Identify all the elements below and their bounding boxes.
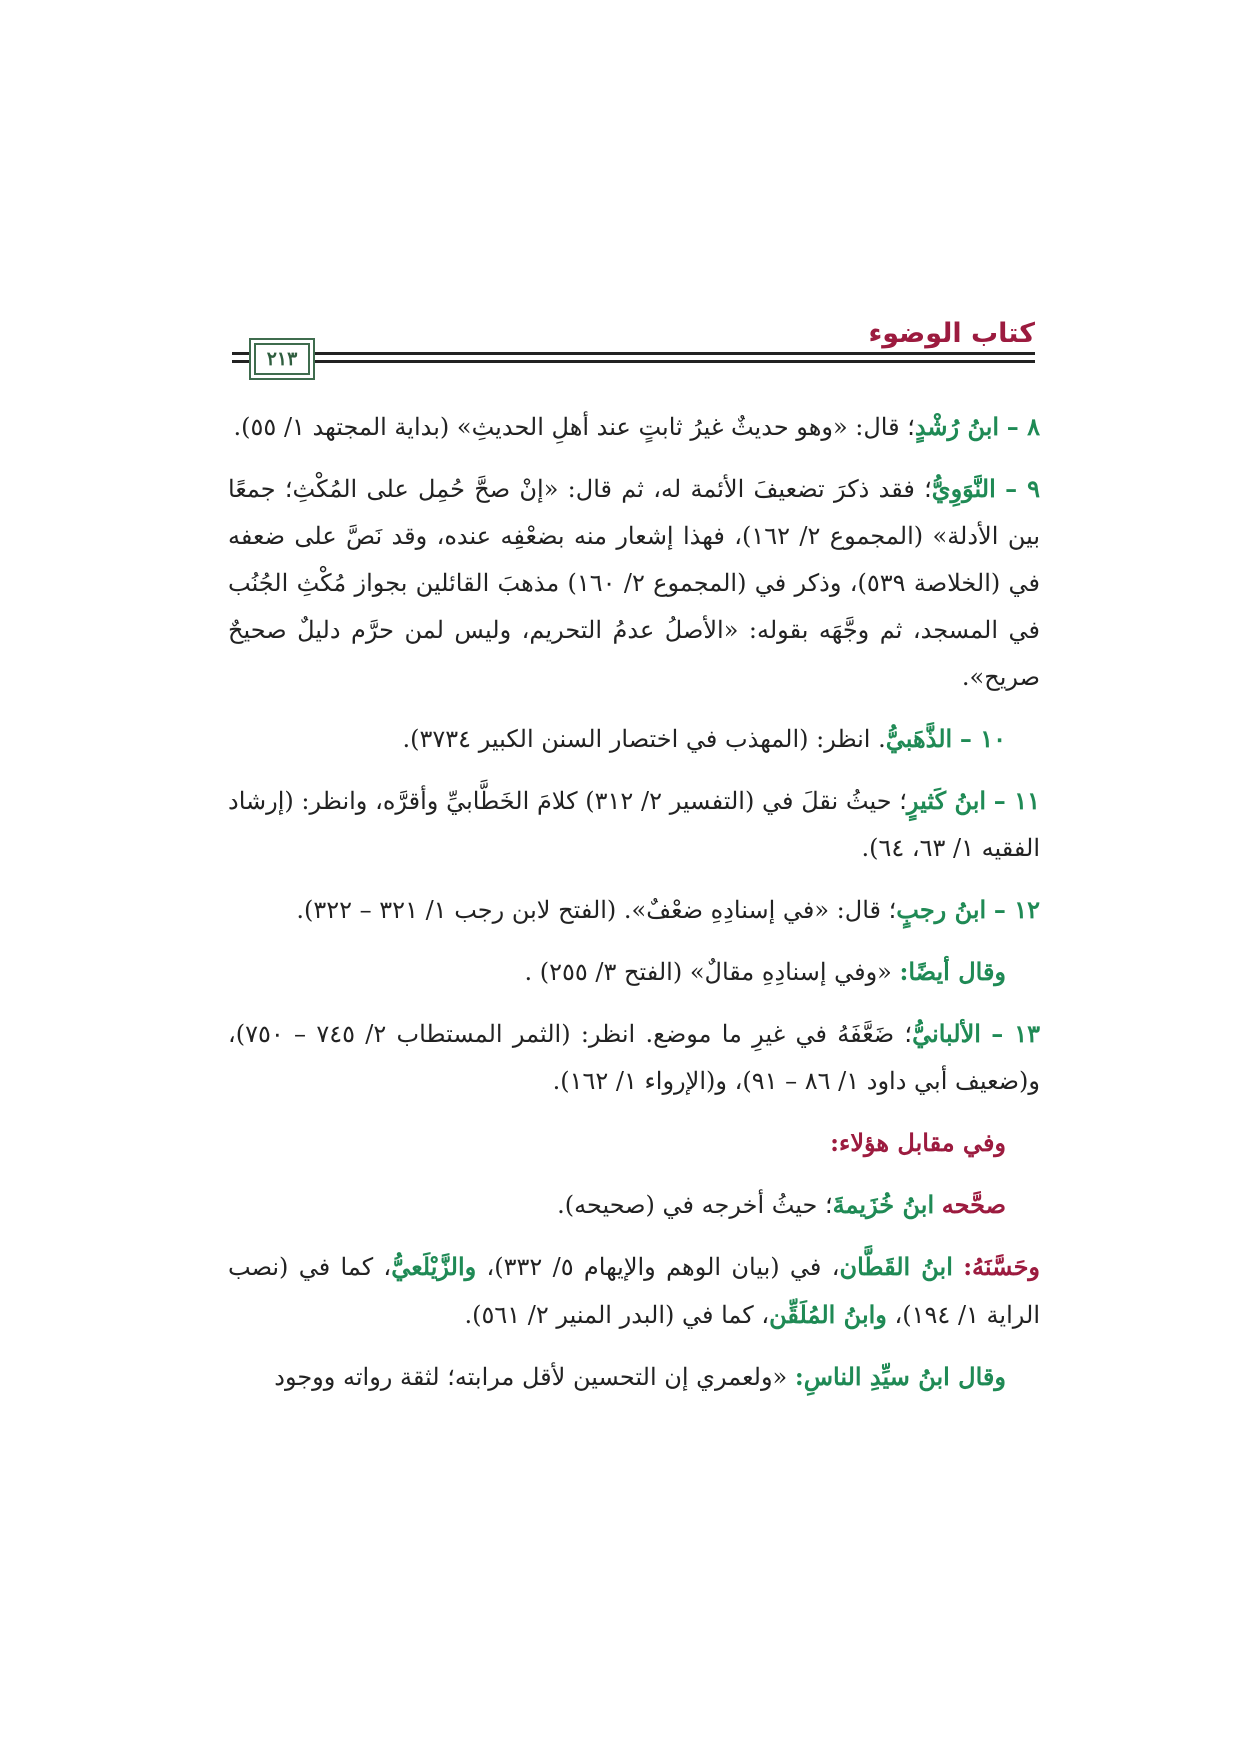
- header-rule: [232, 352, 1035, 355]
- paragraph-item-10: [228, 715, 1040, 763]
- item-text: ؛ ضَعَّفَهُ في غيرِ ما موضع. انظر: (الثمر المستطاب ٢/ ٧٤٥ – ٧٥٠)، و(ضعيف أبي داود ١/ ٨٦ – ٩١)، و(الإرواء ١/ ١٦٢).: [228, 1020, 1040, 1095]
- paragraph-sahhahu: [228, 1181, 1040, 1229]
- scholar-name: ابنُ خُزَيمةَ: [832, 1190, 935, 1219]
- item-text: ؛ حيثُ أخرجه في (صحيحه).: [557, 1191, 833, 1219]
- item-text: ، كما في (البدر المنير ٢/ ٥٦١).: [464, 1301, 770, 1329]
- item-text: ؛ قال: «وهو حديثٌ غيرُ ثابتٍ عند أهلِ الحديثِ» (بداية المجتهد ١/ ٥٥).: [233, 413, 915, 441]
- scholar-name: الألبانيُّ: [912, 1019, 981, 1048]
- item-text: ، كما في (نصب الراية ١/ ١٩٤)،: [228, 1253, 1040, 1329]
- lead-phrase: وقال أيضًا:: [899, 957, 1006, 986]
- header-rule: [232, 360, 1035, 363]
- paragraph-item-8: [228, 403, 1040, 451]
- scholar-name: ابنُ رُشْدٍ: [914, 412, 1000, 441]
- paragraph-ibn-sayyid: [228, 1353, 1040, 1401]
- item-text: «وفي إسنادِهِ مقالٌ» (الفتح ٣/ ٢٥٥) .: [524, 958, 900, 986]
- item-text: . انظر: (المهذب في اختصار السنن الكبير ٣٧٣٤).: [402, 725, 886, 753]
- page-number: ٢١٣: [249, 338, 315, 380]
- section-heading-text: وفي مقابل هؤلاء:: [830, 1128, 1006, 1157]
- lead-phrase: وقال ابنُ سيِّدِ الناسِ:: [794, 1362, 1006, 1391]
- item-number: ٨ –: [1006, 412, 1040, 441]
- scholar-name: الذَّهَبيُّ: [885, 724, 953, 753]
- scholar-name: وابنُ المُلَقِّن: [769, 1300, 887, 1329]
- paragraph-also-said: [228, 948, 1040, 996]
- scholar-name: النَّوَوِيُّ: [931, 474, 996, 503]
- scholar-name: ابنُ القَطَّان: [839, 1252, 953, 1281]
- item-number: ٩ –: [1005, 474, 1040, 503]
- item-number: ١٣ –: [991, 1019, 1041, 1048]
- page-header: [232, 318, 1035, 382]
- scholar-name: والزَّيْلَعيُّ: [391, 1252, 477, 1281]
- item-number: ١٢ –: [993, 895, 1040, 924]
- section-heading: [228, 1119, 1040, 1167]
- page-body: [228, 403, 1040, 1415]
- paragraph-hassanahu: [228, 1243, 1040, 1339]
- paragraph-item-11: [228, 777, 1040, 872]
- item-text: «ولعمري إن التحسين لأقل مرابته؛ لثقة رواته ووجود: [274, 1363, 795, 1391]
- paragraph-item-13: [228, 1010, 1040, 1105]
- scholar-name: ابنُ رجبٍ: [896, 895, 987, 924]
- lead-phrase: وحَسَّنَهُ:: [963, 1252, 1040, 1281]
- paragraph-item-9: [228, 465, 1040, 701]
- paragraph-item-12: [228, 886, 1040, 934]
- scholar-name: ابنُ كَثيرٍ: [906, 786, 987, 815]
- item-number: ١١ –: [993, 786, 1041, 815]
- item-text: ، في (بيان الوهم والإيهام ٥/ ٣٣٢)،: [476, 1253, 840, 1281]
- item-text: ؛ حيثُ نقلَ في (التفسير ٢/ ٣١٢) كلامَ الخَطَّابيِّ وأقرَّه، وانظر: (إرشاد الفقيه ١/ ٦٣، ٦٤).: [228, 787, 1040, 862]
- item-text: ؛ فقد ذكرَ تضعيفَ الأئمة له، ثم قال: «إنْ صحَّ حُمِل على المُكْثِ؛ جمعًا بين الأدلة» (المجموع ٢/ ١٦٢)، فهذا إشعار منه بضعْفِه عنده، وقد نَصَّ على ضعفه في (الخلاصة ٥٣٩)، وذكر في (المجموع ٢/ ١٦٠) مذهبَ القائلين بجواز مُكْثِ الجُنُب في المسجد، ثم وجَّهَه بقوله: «الأصلُ عدمُ التحريم، وليس لمن حرَّم دليلٌ صحيحٌ صريح».: [228, 475, 1041, 691]
- lead-phrase: صحَّحه: [941, 1190, 1006, 1219]
- book-title: كتاب الوضوء: [868, 318, 1035, 349]
- item-text: ؛ قال: «في إسنادِهِ ضعْفٌ». (الفتح لابن رجب ١/ ٣٢١ – ٣٢٢).: [296, 896, 897, 924]
- item-number: ١٠ –: [959, 724, 1006, 753]
